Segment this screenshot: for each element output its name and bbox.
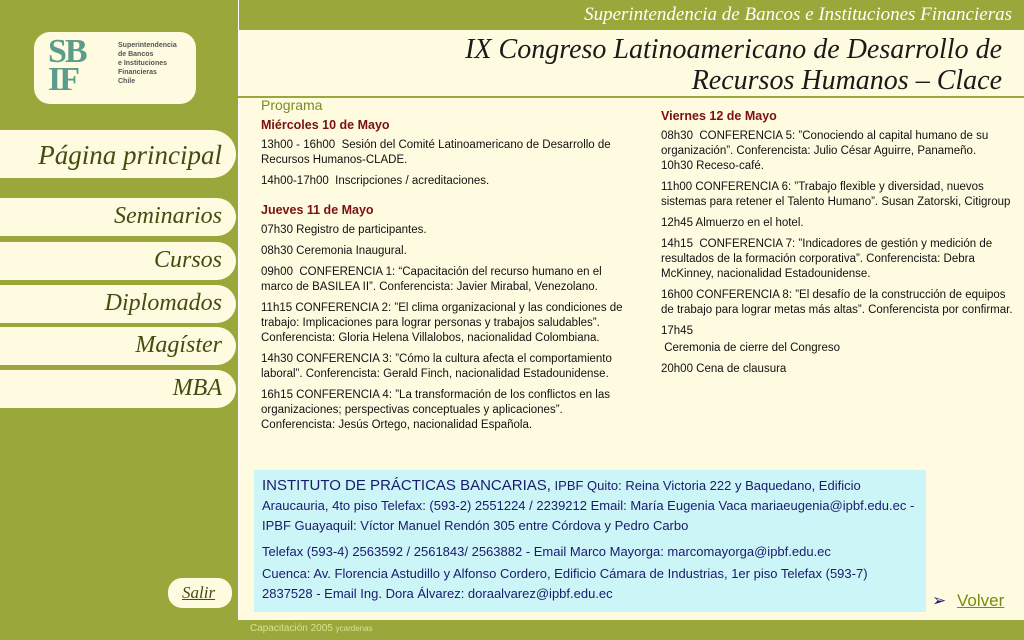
logo-text-line: de Bancos <box>118 51 154 58</box>
nav-item-mba[interactable] <box>0 370 236 408</box>
program-item: Ceremonia de cierre del Congreso <box>661 342 840 354</box>
exit-button[interactable] <box>168 578 232 608</box>
program-item: 07h30 Registro de participantes. <box>261 224 427 236</box>
nav-item-label: Seminarios <box>114 203 222 229</box>
program-item: 12h45 Almuerzo en el hotel. <box>661 217 804 229</box>
nav-item-magister[interactable] <box>0 327 236 365</box>
program-item: 11h15 CONFERENCIA 2: ”El clima organizacional y las condiciones de trabajo: Implicaciones para lograr personas y trabajos saludables”. Conferencista: Gloria Helena Villalobos, nacionalidad Colombiana. <box>261 302 626 344</box>
contact-cuenca: Cuenca: Av. Florencia Astudillo y Alfonso Cordero, Edificio Cámara de Industrias, 1er piso Telefax (593-7) 2837528 - Email Ing. Dora Álvarez: doraalvarez@ipbf.edu.ec <box>262 566 868 601</box>
nav-item-seminarios[interactable] <box>0 198 236 236</box>
logo-text-line: Chile <box>118 78 136 85</box>
program-item: 20h00 Cena de clausura <box>661 363 787 375</box>
nav-home-button[interactable] <box>0 130 236 178</box>
contact-info-box <box>254 470 926 612</box>
contact-quito-guayaquil: IPBF Quito: Reina Victoria 222 y Baquedano, Edificio Araucauria, 4to piso Telefax: (593-2) 2551224 / 2239212 Email: María Eugenia Vaca mariaeugenia@ipbf.edu.ec - IPBF Guayaquil: Víctor Manuel Rendón 305 entre Córdova y Pedro Carbo <box>262 478 915 533</box>
page-title-line1: IX Congreso Latinoamericano de Desarrollo de <box>465 34 1002 65</box>
logo-text-line: Financieras <box>118 69 157 76</box>
back-link[interactable] <box>932 591 1004 611</box>
day-heading: Jueves 11 de Mayo <box>261 203 374 217</box>
program-label: Programa <box>261 97 323 113</box>
program-item: 13h00 - 16h00 Sesión del Comité Latinoamericano de Desarrollo de Recursos Humanos-CLADE. <box>261 139 614 166</box>
program-item: 14h00-17h00 Inscripciones / acreditaciones. <box>261 175 490 187</box>
program-item: 16h15 CONFERENCIA 4: ”La transformación de los conflictos en las organizaciones; perspectivas conceptuales y aplicaciones”. Conferencista: Jesús Ortego, nacionalidad Española. <box>261 389 614 431</box>
arrow-right-icon: ➢ <box>932 591 947 610</box>
nav-item-diplomados[interactable] <box>0 285 236 323</box>
logo-text-line: e Instituciones <box>118 60 168 67</box>
day-heading: Viernes 12 de Mayo <box>661 109 777 123</box>
footer-credit <box>250 623 373 634</box>
institute-name: INSTITUTO DE PRÁCTICAS BANCARIAS, <box>262 477 551 494</box>
exit-label: Salir <box>182 583 216 602</box>
program-item: 14h30 CONFERENCIA 3: ”Cómo la cultura afecta el comportamiento laboral”. Conferencista: Gerald Finch, nacionalidad Estadounidense. <box>261 353 616 380</box>
logo-mark <box>48 33 86 98</box>
day-heading: Miércoles 10 de Mayo <box>261 118 390 132</box>
nav-item-label: Diplomados <box>104 290 222 316</box>
program-item: 16h00 CONFERENCIA 8: ”El desafío de la construcción de equipos de trabajo para lograr metas más altas”. Conferencista por confirmar. <box>661 289 1013 316</box>
program-column-left <box>261 98 636 439</box>
logo-mark-line2: IF <box>48 61 78 98</box>
program-item: 09h00 CONFERENCIA 1: “Capacitación del recurso humano en el marco de BASILEA II”. Conferencista: Javier Mirabal, Venezolano. <box>261 266 605 293</box>
footer-author: ycardenas <box>335 624 373 633</box>
program-item: 08h30 CONFERENCIA 5: ”Conociendo al capital humano de su organización”. Conferencista: Julio César Aguirre, Panameño. 10h30 Receso-café. <box>661 130 989 172</box>
program-column-right <box>661 109 1018 383</box>
bottom-bar <box>0 620 1024 640</box>
program-item: 14h15 CONFERENCIA 7: ”Indicadores de gestión y medición de resultados de la formación corporativa”. Conferencista: Debra McKinney, nacionalidad Estadounidense. <box>661 238 996 280</box>
nav-item-label: Cursos <box>153 247 222 273</box>
nav-item-label: Magíster <box>135 332 222 358</box>
sidebar <box>0 30 239 620</box>
program-item: 11h00 CONFERENCIA 6: ”Trabajo flexible y diversidad, nuevos sistemas para retener el Talento Humano”. Susan Zatorski, Citigroup <box>661 181 1011 208</box>
contact-guayaquil-phone: Telefax (593-4) 2563592 / 2561843/ 2563882 - Email Marco Mayorga: marcomayorga@ipbf.edu.ec <box>262 544 831 559</box>
nav-item-cursos[interactable] <box>0 242 236 280</box>
nav-home-label: Página principal <box>38 140 222 170</box>
logo-text-line: Superintendencia <box>118 42 177 49</box>
back-link-label: Volver <box>956 591 1005 610</box>
logo-mark-line1: SB <box>48 33 86 70</box>
page-title <box>465 34 1002 96</box>
organization-title: Superintendencia de Bancos e Instituciones Financieras <box>584 4 1012 25</box>
logo-text <box>118 41 177 86</box>
sbif-logo <box>34 32 196 104</box>
program-item: 17h45 <box>661 325 693 337</box>
top-bar-left-block <box>0 0 239 30</box>
page-title-line2: Recursos Humanos – Clace <box>691 65 1002 96</box>
program-item: 08h30 Ceremonia Inaugural. <box>261 245 407 257</box>
footer-text: Capacitación 2005 <box>250 623 333 634</box>
nav-item-label: MBA <box>172 375 222 401</box>
